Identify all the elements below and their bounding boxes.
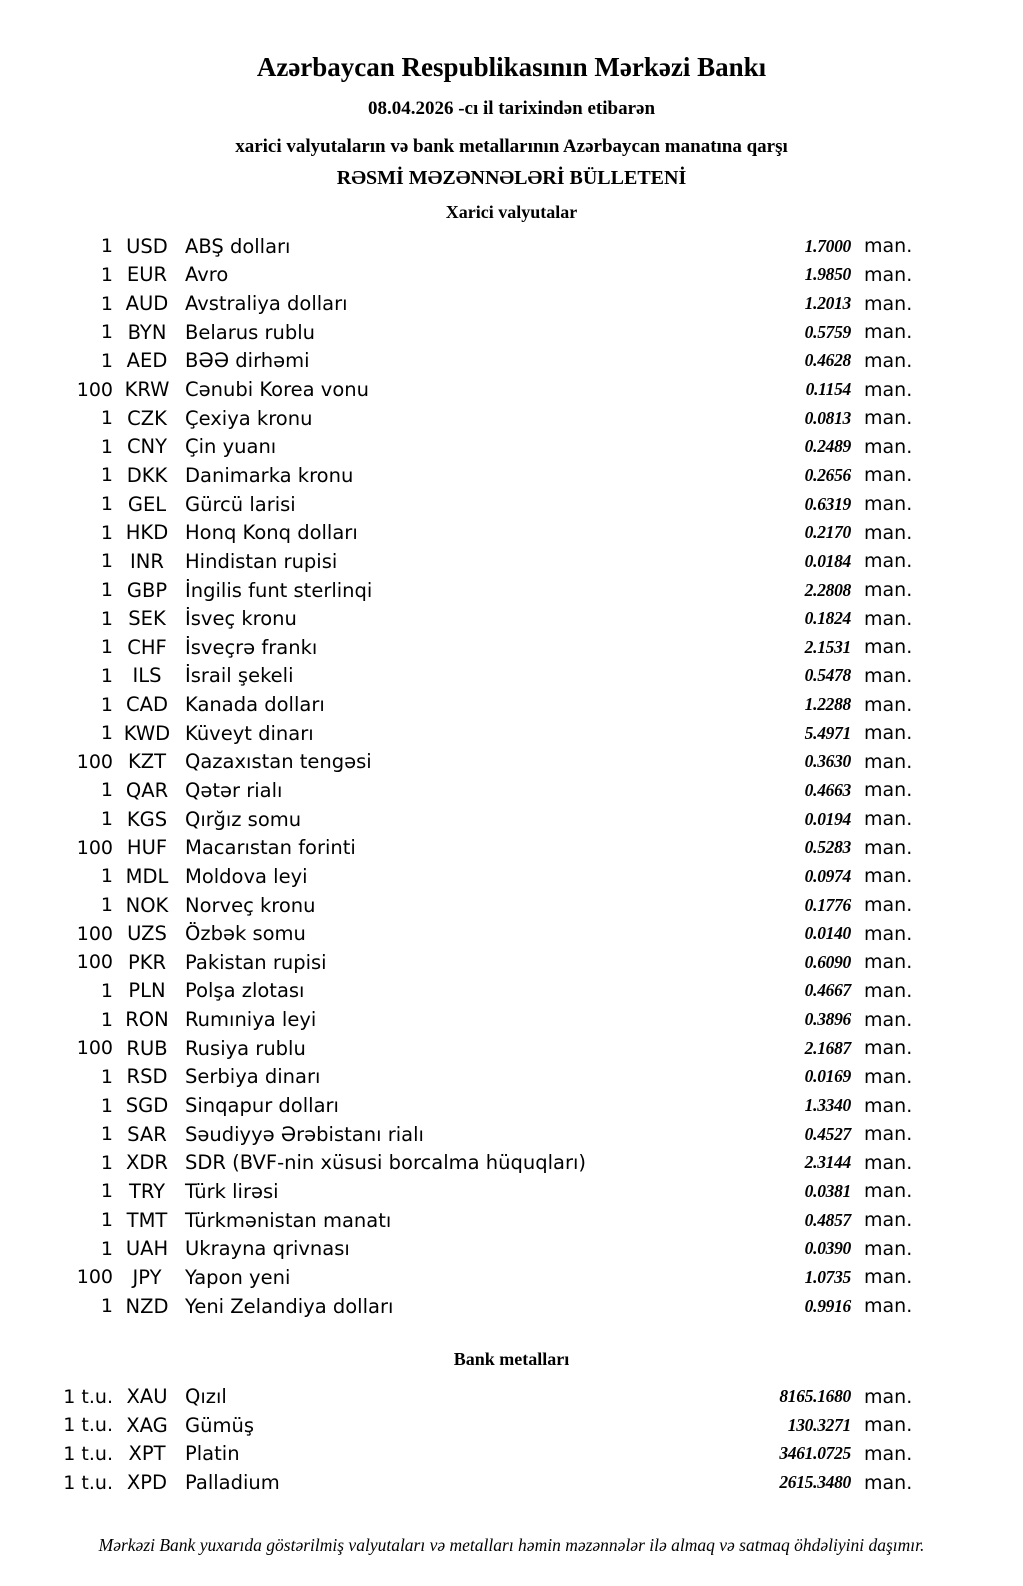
rate-row bbox=[0, 1263, 1023, 1292]
currency-code-cell: SEK bbox=[128, 607, 166, 631]
currency-name-cell: Platin bbox=[185, 1442, 240, 1466]
unit-label-cell: man. bbox=[864, 521, 913, 544]
rate-value-cell: 2.2808 bbox=[804, 579, 851, 600]
currency-name-cell: SDR (BVF-nin xüsusi borcalma hüquqları) bbox=[185, 1151, 587, 1175]
currency-name-cell: Rusiya rublu bbox=[185, 1036, 306, 1060]
quantity-cell: 1 bbox=[100, 865, 113, 888]
rate-value-cell: 0.5759 bbox=[804, 321, 851, 342]
metals-section-title: Bank metalları bbox=[453, 1349, 570, 1370]
currency-name-cell: Avstraliya dolları bbox=[185, 292, 348, 316]
currency-code-cell: CNY bbox=[126, 435, 168, 459]
currency-code-cell: PLN bbox=[128, 979, 166, 1003]
unit-label-cell: man. bbox=[864, 1037, 913, 1060]
rate-row bbox=[0, 261, 1023, 290]
unit-label-cell: man. bbox=[864, 1094, 913, 1117]
quantity-cell: 1 bbox=[100, 664, 113, 687]
quantity-cell: 1 bbox=[100, 722, 113, 745]
currency-name-cell: Yapon yeni bbox=[185, 1265, 291, 1289]
currency-code-cell: CZK bbox=[127, 406, 167, 430]
rate-value-cell: 0.4628 bbox=[804, 350, 851, 371]
rate-row bbox=[0, 318, 1023, 347]
currency-name-cell: Moldova leyi bbox=[185, 864, 308, 888]
rate-value-cell: 0.6090 bbox=[804, 951, 851, 972]
unit-label-cell: man. bbox=[864, 951, 913, 974]
currency-code-cell: KRW bbox=[124, 378, 170, 402]
rate-row bbox=[0, 891, 1023, 920]
rate-row bbox=[0, 862, 1023, 891]
currencies-table bbox=[0, 232, 1023, 1320]
quantity-cell: 1 t.u. bbox=[63, 1471, 113, 1494]
rate-value-cell: 1.2288 bbox=[804, 694, 851, 715]
currency-name-cell: Türk lirəsi bbox=[185, 1179, 279, 1203]
currency-name-cell: Norveç kronu bbox=[185, 893, 316, 917]
rate-value-cell: 0.5283 bbox=[804, 837, 851, 858]
currency-code-cell: KZT bbox=[127, 750, 167, 774]
currency-name-cell: Palladium bbox=[185, 1471, 280, 1495]
rate-value-cell: 0.6319 bbox=[804, 493, 851, 514]
quantity-cell: 1 bbox=[100, 464, 113, 487]
rate-row bbox=[0, 404, 1023, 433]
quantity-cell: 1 bbox=[100, 1209, 113, 1232]
rate-row bbox=[0, 1005, 1023, 1034]
currency-name-cell: İsveç kronu bbox=[185, 607, 297, 631]
rate-value-cell: 0.1824 bbox=[804, 608, 851, 629]
quantity-cell: 1 t.u. bbox=[63, 1414, 113, 1437]
unit-label-cell: man. bbox=[864, 435, 913, 458]
rate-value-cell: 0.0169 bbox=[804, 1066, 851, 1087]
effective-date-line: 08.04.2026 -cı il tarixindən etibarən bbox=[367, 98, 656, 119]
currency-name-cell: Gümüş bbox=[185, 1413, 254, 1437]
currency-code-cell: KGS bbox=[126, 807, 168, 831]
rate-value-cell: 3461.0725 bbox=[779, 1443, 851, 1464]
unit-label-cell: man. bbox=[864, 808, 913, 831]
unit-label-cell: man. bbox=[864, 894, 913, 917]
currency-name-cell: Gürcü larisi bbox=[185, 492, 296, 516]
rate-value-cell: 0.0974 bbox=[804, 865, 851, 886]
rate-row bbox=[0, 1149, 1023, 1178]
rate-row bbox=[0, 1120, 1023, 1149]
currency-name-cell: Rumıniya leyi bbox=[185, 1008, 317, 1032]
rate-row bbox=[0, 1382, 1023, 1411]
currency-name-cell: BƏƏ dirhəmi bbox=[185, 349, 310, 373]
quantity-cell: 1 bbox=[100, 1295, 113, 1318]
rate-row bbox=[0, 604, 1023, 633]
rate-row bbox=[0, 347, 1023, 376]
rate-row bbox=[0, 1468, 1023, 1497]
currency-code-cell: ILS bbox=[132, 664, 162, 688]
rate-row bbox=[0, 1411, 1023, 1440]
unit-label-cell: man. bbox=[864, 664, 913, 687]
unit-label-cell: man. bbox=[864, 979, 913, 1002]
unit-label-cell: man. bbox=[864, 1237, 913, 1260]
rate-row bbox=[0, 1091, 1023, 1120]
currency-code-cell: DKK bbox=[126, 463, 168, 487]
currency-code-cell: XPT bbox=[128, 1442, 166, 1466]
currency-name-cell: Küveyt dinarı bbox=[185, 721, 314, 745]
currency-name-cell: Cənubi Korea vonu bbox=[185, 378, 369, 402]
currency-name-cell: ABŞ dolları bbox=[185, 234, 291, 258]
quantity-cell: 1 t.u. bbox=[63, 1442, 113, 1465]
rate-row bbox=[0, 833, 1023, 862]
unit-label-cell: man. bbox=[864, 1008, 913, 1031]
currency-code-cell: SAR bbox=[127, 1122, 167, 1146]
quantity-cell: 1 bbox=[100, 607, 113, 630]
currency-code-cell: RON bbox=[125, 1008, 169, 1032]
unit-label-cell: man. bbox=[864, 1471, 913, 1494]
unit-label-cell: man. bbox=[864, 464, 913, 487]
currency-code-cell: XDR bbox=[126, 1151, 168, 1175]
currency-name-cell: İsrail şekeli bbox=[185, 664, 294, 688]
currency-code-cell: CAD bbox=[126, 693, 168, 717]
rate-value-cell: 2.1531 bbox=[804, 636, 851, 657]
quantity-cell: 1 bbox=[100, 808, 113, 831]
quantity-cell: 1 bbox=[100, 435, 113, 458]
quantity-cell: 100 bbox=[76, 378, 113, 401]
quantity-cell: 1 bbox=[100, 1065, 113, 1088]
bulletin-title: RƏSMİ MƏZƏNNƏLƏRİ BÜLLETENİ bbox=[336, 167, 687, 189]
quantity-cell: 1 bbox=[100, 894, 113, 917]
quantity-cell: 1 bbox=[100, 292, 113, 315]
quantity-cell: 1 bbox=[100, 1123, 113, 1146]
currency-code-cell: NZD bbox=[125, 1294, 169, 1318]
currency-code-cell: BYN bbox=[127, 320, 167, 344]
currency-name-cell: Polşa zlotası bbox=[185, 979, 305, 1003]
unit-label-cell: man. bbox=[864, 1295, 913, 1318]
quantity-cell: 1 bbox=[100, 407, 113, 430]
rate-value-cell: 0.0184 bbox=[804, 550, 851, 571]
currency-name-cell: Çin yuanı bbox=[185, 435, 277, 459]
unit-label-cell: man. bbox=[864, 1442, 913, 1465]
quantity-cell: 1 bbox=[100, 1180, 113, 1203]
quantity-cell: 1 bbox=[100, 1008, 113, 1031]
unit-label-cell: man. bbox=[864, 493, 913, 516]
rate-row bbox=[0, 432, 1023, 461]
quantity-cell: 1 bbox=[100, 263, 113, 286]
rate-value-cell: 0.1154 bbox=[805, 379, 851, 400]
rate-row bbox=[0, 977, 1023, 1006]
unit-label-cell: man. bbox=[864, 722, 913, 745]
unit-label-cell: man. bbox=[864, 292, 913, 315]
currency-code-cell: XPD bbox=[126, 1471, 168, 1495]
rate-row bbox=[0, 576, 1023, 605]
currency-code-cell: INR bbox=[130, 549, 164, 573]
quantity-cell: 1 bbox=[100, 493, 113, 516]
rate-value-cell: 0.2489 bbox=[804, 436, 851, 457]
currency-code-cell: PKR bbox=[127, 950, 167, 974]
rate-value-cell: 0.2170 bbox=[804, 522, 851, 543]
rate-row bbox=[0, 1063, 1023, 1092]
unit-label-cell: man. bbox=[864, 550, 913, 573]
currency-code-cell: TMT bbox=[126, 1208, 168, 1232]
quantity-cell: 100 bbox=[76, 951, 113, 974]
currency-code-cell: JPY bbox=[132, 1265, 162, 1289]
currency-code-cell: USD bbox=[126, 234, 168, 258]
unit-label-cell: man. bbox=[864, 1151, 913, 1174]
quantity-cell: 1 bbox=[100, 1237, 113, 1260]
rate-value-cell: 0.3630 bbox=[804, 751, 851, 772]
rate-value-cell: 0.0381 bbox=[804, 1180, 851, 1201]
rate-row bbox=[0, 719, 1023, 748]
rate-row bbox=[0, 1034, 1023, 1063]
rate-row bbox=[0, 1292, 1023, 1321]
currency-name-cell: Özbək somu bbox=[185, 922, 306, 946]
unit-label-cell: man. bbox=[864, 693, 913, 716]
rate-value-cell: 0.0194 bbox=[804, 808, 851, 829]
currency-name-cell: Avro bbox=[185, 263, 229, 287]
currency-name-cell: İngilis funt sterlinqi bbox=[185, 578, 373, 602]
rate-row bbox=[0, 289, 1023, 318]
quantity-cell: 100 bbox=[76, 1037, 113, 1060]
unit-label-cell: man. bbox=[864, 1414, 913, 1437]
rate-value-cell: 0.4857 bbox=[804, 1209, 851, 1230]
unit-label-cell: man. bbox=[864, 1123, 913, 1146]
unit-label-cell: man. bbox=[864, 607, 913, 630]
unit-label-cell: man. bbox=[864, 750, 913, 773]
currency-code-cell: XAG bbox=[126, 1413, 168, 1437]
currency-name-cell: Yeni Zelandiya dolları bbox=[185, 1294, 394, 1318]
rate-row bbox=[0, 490, 1023, 519]
rate-value-cell: 130.3271 bbox=[787, 1414, 851, 1435]
rate-value-cell: 2615.3480 bbox=[779, 1472, 851, 1493]
currency-name-cell: Pakistan rupisi bbox=[185, 950, 327, 974]
unit-label-cell: man. bbox=[864, 407, 913, 430]
unit-label-cell: man. bbox=[864, 865, 913, 888]
quantity-cell: 100 bbox=[76, 1266, 113, 1289]
bulletin-header bbox=[0, 50, 1023, 192]
quantity-cell: 1 bbox=[100, 636, 113, 659]
currency-code-cell: HUF bbox=[126, 836, 168, 860]
rate-row bbox=[0, 547, 1023, 576]
currencies-section-title: Xarici valyutalar bbox=[445, 202, 578, 222]
rate-value-cell: 1.0735 bbox=[804, 1266, 851, 1287]
rate-value-cell: 1.9850 bbox=[804, 264, 851, 285]
currency-code-cell: UZS bbox=[127, 922, 167, 946]
currency-code-cell: RUB bbox=[126, 1036, 168, 1060]
rate-row bbox=[0, 690, 1023, 719]
quantity-cell: 100 bbox=[76, 836, 113, 859]
unit-label-cell: man. bbox=[864, 235, 913, 258]
currency-name-cell: Qətər rialı bbox=[185, 778, 283, 802]
currency-code-cell: AED bbox=[126, 349, 168, 373]
currency-name-cell: Qızıl bbox=[185, 1385, 227, 1409]
currency-code-cell: QAR bbox=[125, 778, 169, 802]
currency-name-cell: Kanada dolları bbox=[185, 693, 325, 717]
currency-code-cell: TRY bbox=[128, 1179, 166, 1203]
rate-row bbox=[0, 375, 1023, 404]
rate-row bbox=[0, 805, 1023, 834]
rate-value-cell: 0.4667 bbox=[804, 980, 851, 1001]
currency-code-cell: RSD bbox=[126, 1065, 168, 1089]
rate-row bbox=[0, 662, 1023, 691]
currency-name-cell: Honq Konq dolları bbox=[185, 521, 358, 545]
quantity-cell: 1 bbox=[100, 521, 113, 544]
currency-name-cell: Belarus rublu bbox=[185, 320, 316, 344]
rate-row bbox=[0, 633, 1023, 662]
unit-label-cell: man. bbox=[864, 779, 913, 802]
quantity-cell: 1 bbox=[100, 1151, 113, 1174]
metals-table bbox=[0, 1382, 1023, 1497]
currency-code-cell: NOK bbox=[125, 893, 169, 917]
rate-row bbox=[0, 232, 1023, 261]
rate-value-cell: 0.5478 bbox=[804, 665, 851, 686]
rate-value-cell: 0.3896 bbox=[804, 1009, 851, 1030]
currency-name-cell: Türkmənistan manatı bbox=[185, 1208, 392, 1232]
unit-label-cell: man. bbox=[864, 836, 913, 859]
unit-label-cell: man. bbox=[864, 922, 913, 945]
rate-value-cell: 0.4527 bbox=[804, 1123, 851, 1144]
currency-code-cell: XAU bbox=[126, 1385, 168, 1409]
currency-name-cell: Çexiya kronu bbox=[185, 406, 313, 430]
quantity-cell: 1 bbox=[100, 779, 113, 802]
rate-row bbox=[0, 1177, 1023, 1206]
currency-name-cell: Serbiya dinarı bbox=[185, 1065, 321, 1089]
unit-label-cell: man. bbox=[864, 378, 913, 401]
rate-value-cell: 2.3144 bbox=[804, 1152, 851, 1173]
rate-row bbox=[0, 748, 1023, 777]
currency-name-cell: Qazaxıstan tengəsi bbox=[185, 750, 372, 774]
rate-row bbox=[0, 1234, 1023, 1263]
unit-label-cell: man. bbox=[864, 1209, 913, 1232]
rate-row bbox=[0, 1440, 1023, 1469]
currency-code-cell: GEL bbox=[127, 492, 167, 516]
unit-label-cell: man. bbox=[864, 579, 913, 601]
rate-row bbox=[0, 518, 1023, 547]
quantity-cell: 100 bbox=[76, 750, 113, 773]
rate-value-cell: 0.0813 bbox=[804, 407, 851, 428]
currency-code-cell: UAH bbox=[125, 1237, 169, 1261]
rate-value-cell: 0.0390 bbox=[804, 1238, 851, 1259]
rate-value-cell: 0.4663 bbox=[804, 779, 851, 800]
rate-value-cell: 1.7000 bbox=[804, 235, 851, 256]
quantity-cell: 1 bbox=[100, 979, 113, 1002]
currency-name-cell: İsveçrə frankı bbox=[185, 635, 318, 659]
quantity-cell: 1 bbox=[100, 321, 113, 344]
currency-code-cell: AUD bbox=[125, 292, 169, 316]
rate-row bbox=[0, 776, 1023, 805]
currency-code-cell: MDL bbox=[125, 864, 169, 888]
unit-label-cell: man. bbox=[864, 1266, 913, 1289]
rate-row bbox=[0, 1206, 1023, 1235]
rate-value-cell: 0.2656 bbox=[804, 464, 851, 485]
bulletin-subtitle: xarici valyutaların və bank metallarının Azərbaycan manatına qarşı bbox=[235, 136, 788, 157]
rate-value-cell: 0.1776 bbox=[804, 894, 851, 915]
unit-label-cell: man. bbox=[864, 1065, 913, 1088]
currency-name-cell: Danimarka kronu bbox=[185, 463, 354, 487]
currency-code-cell: HKD bbox=[125, 521, 169, 545]
unit-label-cell: man. bbox=[864, 1385, 913, 1408]
unit-label-cell: man. bbox=[864, 321, 913, 344]
rate-value-cell: 2.1687 bbox=[804, 1037, 851, 1058]
quantity-cell: 100 bbox=[76, 922, 113, 945]
rate-row bbox=[0, 461, 1023, 490]
currency-name-cell: Qırğız somu bbox=[185, 807, 302, 831]
unit-label-cell: man. bbox=[864, 349, 913, 372]
currency-code-cell: SGD bbox=[125, 1094, 169, 1118]
unit-label-cell: man. bbox=[864, 263, 913, 286]
currency-code-cell: KWD bbox=[123, 721, 171, 745]
rate-value-cell: 1.3340 bbox=[804, 1095, 851, 1116]
unit-label-cell: man. bbox=[864, 1180, 913, 1203]
rate-row bbox=[0, 948, 1023, 977]
rate-value-cell: 5.4971 bbox=[804, 722, 851, 743]
quantity-cell: 1 bbox=[100, 1094, 113, 1117]
rate-value-cell: 0.9916 bbox=[804, 1295, 851, 1316]
currency-name-cell: Macarıstan forinti bbox=[185, 836, 356, 860]
currency-code-cell: EUR bbox=[126, 263, 168, 287]
currency-name-cell: Səudiyyə Ərəbistanı rialı bbox=[185, 1122, 424, 1146]
quantity-cell: 1 bbox=[100, 235, 113, 258]
rate-value-cell: 1.2013 bbox=[804, 293, 851, 314]
quantity-cell: 1 t.u. bbox=[63, 1385, 113, 1408]
rate-value-cell: 8165.1680 bbox=[779, 1386, 851, 1407]
quantity-cell: 1 bbox=[100, 349, 113, 372]
rate-value-cell: 0.0140 bbox=[804, 923, 851, 944]
currency-name-cell: Hindistan rupisi bbox=[185, 549, 338, 573]
rate-row bbox=[0, 919, 1023, 948]
currency-code-cell: CHF bbox=[127, 635, 167, 659]
unit-label-cell: man. bbox=[864, 636, 913, 659]
quantity-cell: 1 bbox=[100, 693, 113, 716]
currency-name-cell: Sinqapur dolları bbox=[185, 1094, 339, 1118]
bank-obligation-note: Mərkəzi Bank yuxarıda göstərilmiş valyutaları və metalları həmin məzənnələr ilə almaq və satmaq öhdəliyini daşımır. bbox=[98, 1534, 925, 1555]
bank-name-title: Azərbaycan Respublikasının Mərkəzi Bankı bbox=[256, 52, 767, 82]
quantity-cell: 1 bbox=[100, 579, 113, 601]
currency-code-cell: GBP bbox=[126, 578, 168, 602]
quantity-cell: 1 bbox=[100, 550, 113, 573]
currency-name-cell: Ukrayna qrivnası bbox=[185, 1237, 350, 1261]
